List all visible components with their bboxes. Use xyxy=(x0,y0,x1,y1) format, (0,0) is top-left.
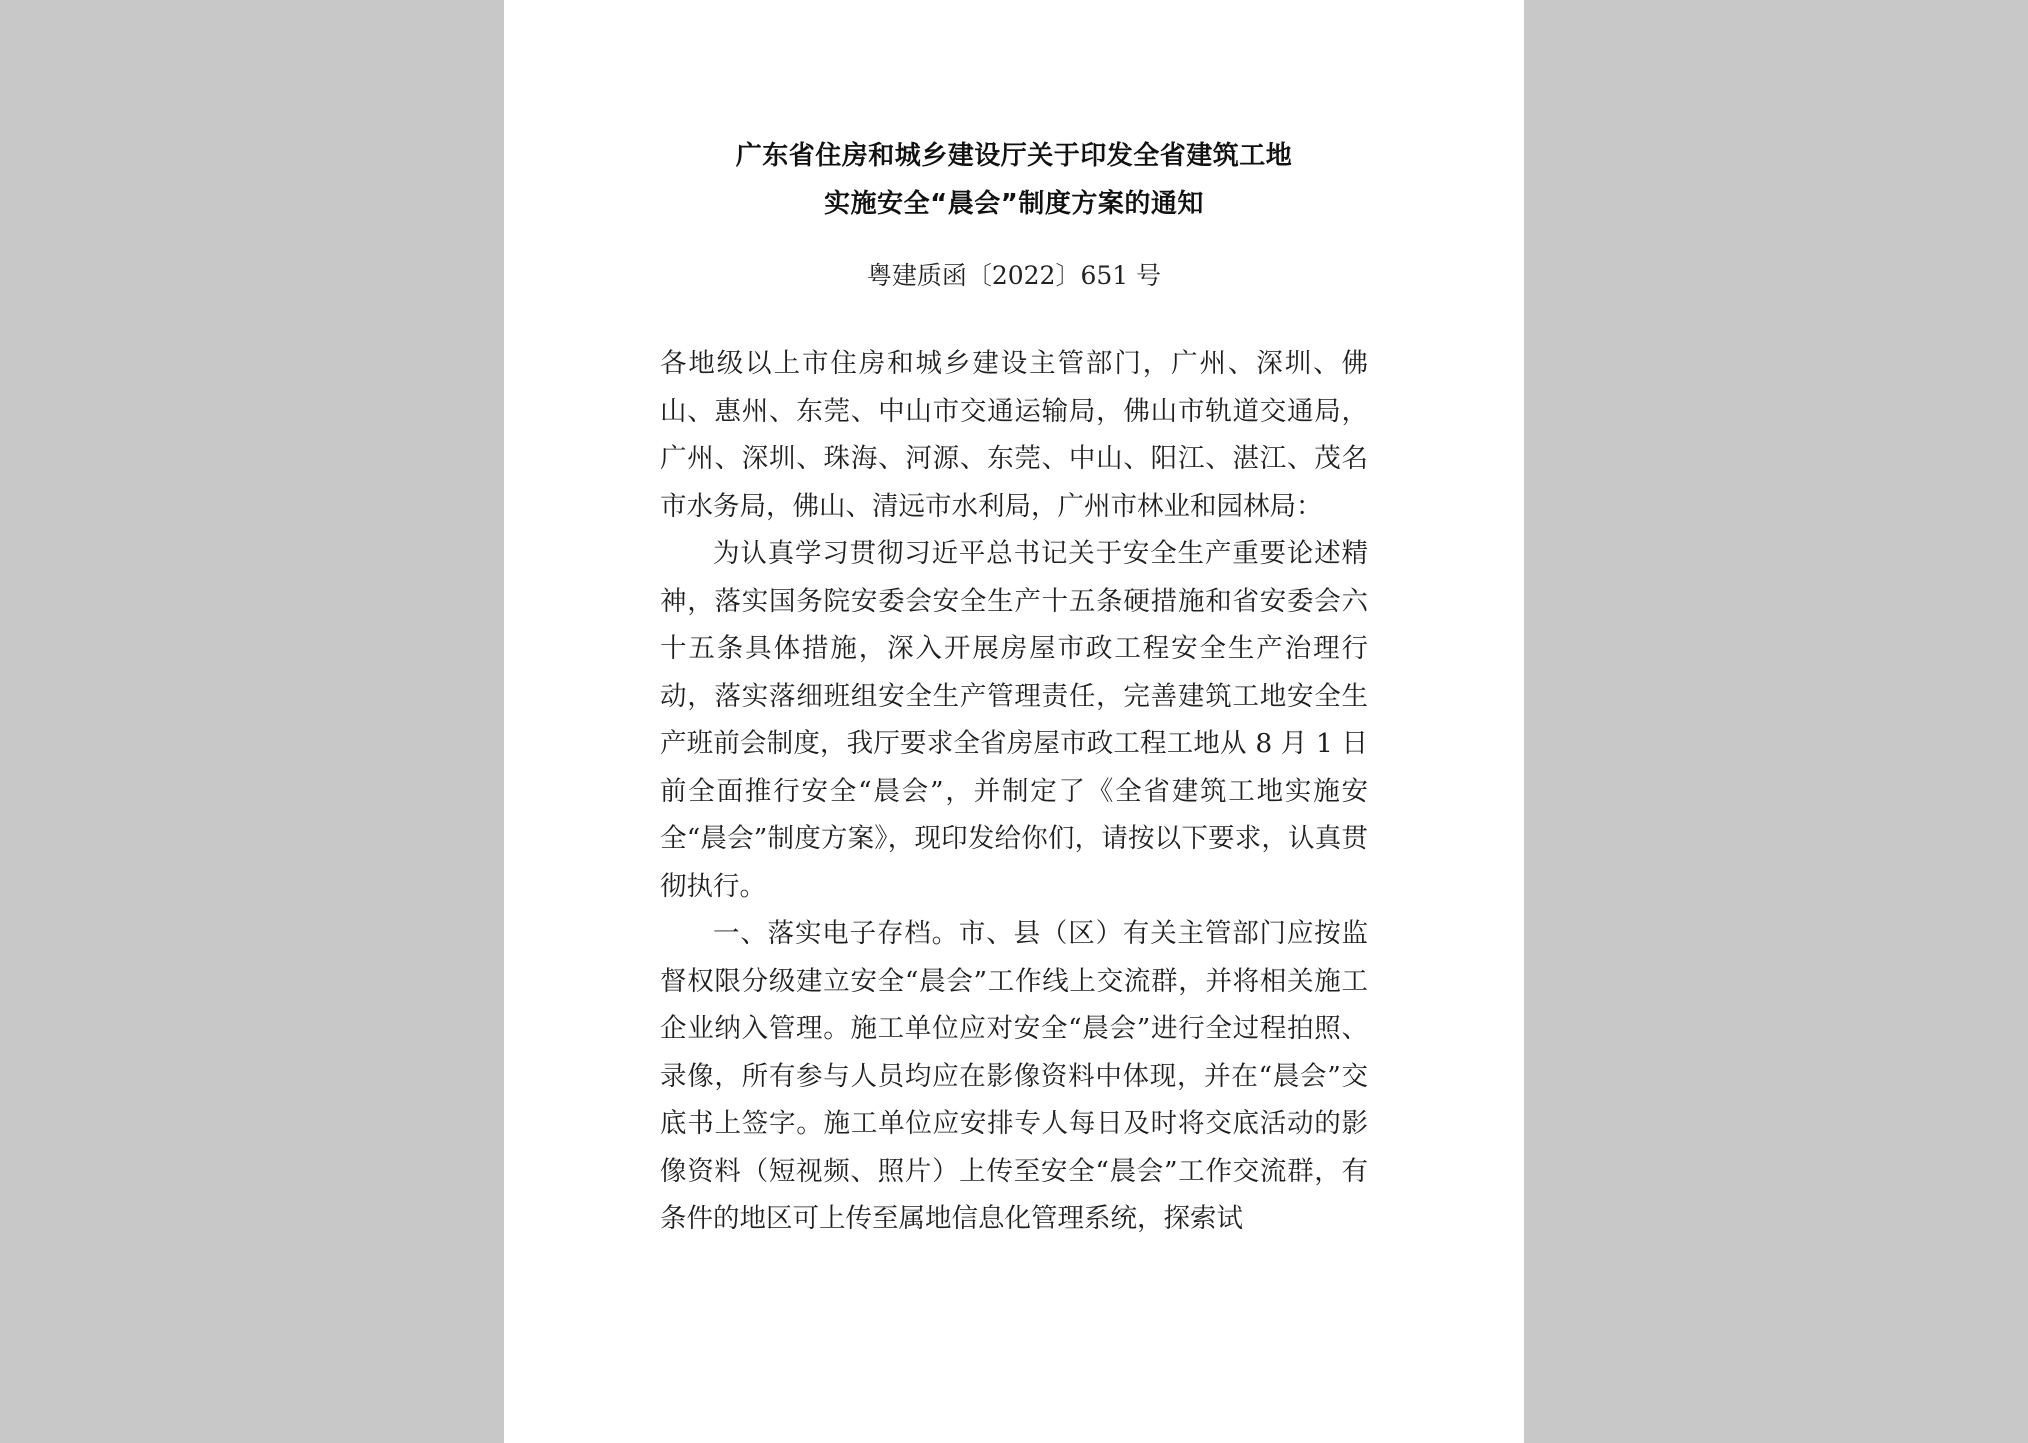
document-title xyxy=(660,132,1368,228)
body-paragraph-2: 一、落实电子存档。市、县（区）有关主管部门应按监督权限分级建立安全“晨会”工作线上交流群，并将相关施工企业纳入管理。施工单位应对安全“晨会”进行全过程拍照、录像，所有参与人员均应在影像资料中体现，并在“晨会”交底书上签字。施工单位应安排专人每日及时将交底活动的影像资料（短视频、照片）上传至安全“晨会”工作交流群，有条件的地区可上传至属地信息化管理系统，探索试 xyxy=(660,918,1368,1234)
addressee-paragraph: 各地级以上市住房和城乡建设主管部门，广州、深圳、佛山、惠州、东莞、中山市交通运输局，佛山市轨道交通局，广州、深圳、珠海、河源、东莞、中山、阳江、湛江、茂名市水务局，佛山、清远市水利局，广州市林业和园林局： xyxy=(660,348,1368,522)
document-body xyxy=(660,340,1368,1243)
body-paragraph-1: 为认真学习贯彻习近平总书记关于安全生产重要论述精神，落实国务院安委会安全生产十五条硬措施和省安委会六十五条具体措施，深入开展房屋市政工程安全生产治理行动，落实落细班组安全生产管理责任，完善建筑工地安全生产班前会制度，我厅要求全省房屋市政工程工地从 8 月 1 日前全面推行安全“晨会”，并制定了《全省建筑工地实施安全“晨会”制度方案》，现印发给你们，请按以下要求，认真贯彻执行。 xyxy=(660,538,1368,902)
document-page xyxy=(504,0,1524,1443)
document-number: 粤建质函〔2022〕651 号 xyxy=(866,261,1162,290)
title-line-1: 广东省住房和城乡建设厅关于印发全省建筑工地 xyxy=(735,141,1293,171)
title-line-2: 实施安全“晨会”制度方案的通知 xyxy=(824,189,1204,219)
